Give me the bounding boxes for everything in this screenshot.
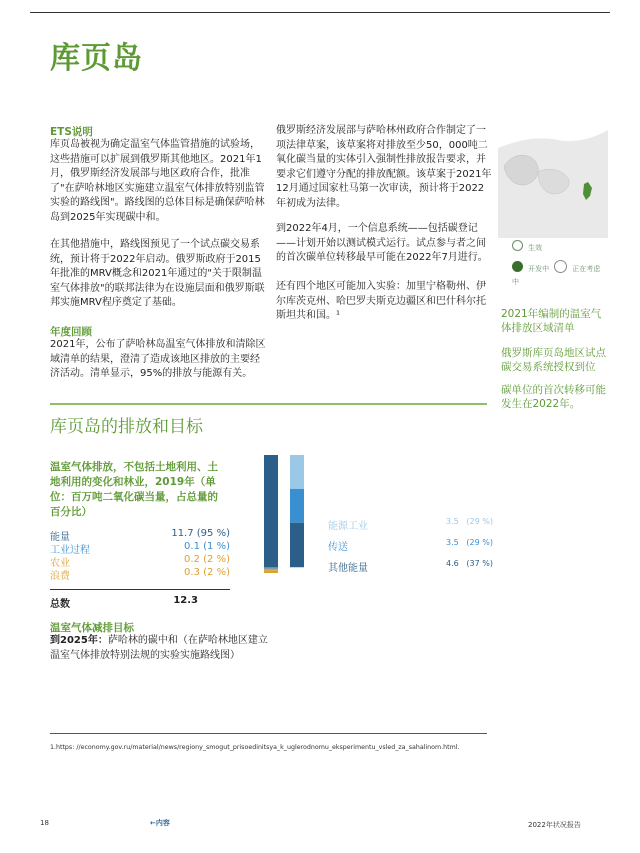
ets-para-1: 库页岛被视为确定温室气体监管措施的试验场，这些措施可以扩展到俄罗斯其他地区。2021年1月，俄罗斯经济发展部与地区政府合作，批准了"在萨哈林地区实施建立温室气体排放特别监管实验的路线图"。路线图的总体目标是确保萨哈林岛到2025年实现碳中和。 <box>50 139 265 223</box>
middle-para-3: 还有四个地区可能加入实验：加里宁格勒州、伊尔库茨克州、哈巴罗夫斯克边疆区和巴什科尔托斯坦共和国。¹ <box>276 281 486 322</box>
table-row <box>50 567 230 581</box>
in-force-icon <box>512 240 523 251</box>
row-value: 0.3 (2 %) <box>184 567 230 578</box>
middle-para-2: 到2022年4月，一个信息系统——包括碳登记——计划开始以测试模式运行。试点参与者之间的首次碳单位转移最早可能在2022年7月进行。 <box>276 223 488 264</box>
row-label: 农业 <box>50 558 70 569</box>
legend-under-development: 开发中 正在考虑 <box>512 256 600 275</box>
total-rule <box>50 589 230 590</box>
year-review-heading: 年度回顾 <box>50 326 92 338</box>
targets-year: 到2025年： <box>50 635 108 646</box>
under-development-icon <box>512 261 523 272</box>
emissions-heading: 温室气体排放，不包括土地利用、土地利用的变化和林业，2019年（单位：百万吨二氧化碳当量，占总量的百分比） <box>50 461 218 518</box>
emissions-bar-segment <box>264 569 278 571</box>
sakhalin-map <box>498 118 608 238</box>
table-row <box>328 517 498 531</box>
table-row <box>50 528 230 542</box>
emissions-bar-segment <box>264 571 278 573</box>
total-label: 总数 <box>50 599 70 610</box>
page-number: 18 <box>40 819 49 827</box>
ets-heading: ETS说明 <box>50 126 93 138</box>
energy-bar-segment <box>290 523 304 568</box>
ets-para-2: 在其他措施中，路线图预见了一个试点碳交易系统，预计将于2022年启动。俄罗斯政府于2015年批准的MRV概念和2021年通过的"关于限制温室气体排放"的联邦法律为在设施层面和俄罗斯联邦实施MRV程序奠定了基础。 <box>50 239 265 309</box>
report-title: 2022年状况报告 <box>528 821 581 829</box>
table-row <box>50 541 230 555</box>
row-label: 浪费 <box>50 571 70 582</box>
row-value: 3.5 (29 %) <box>446 517 493 526</box>
emissions-bar-segment <box>264 455 278 567</box>
section-title: 库页岛的排放和目标 <box>50 417 203 437</box>
energy-bar-segment <box>290 489 304 523</box>
page-title: 库页岛 <box>50 41 143 76</box>
section-rule <box>50 403 487 405</box>
table-row <box>50 554 230 568</box>
row-label: 传送 <box>328 542 348 553</box>
legend-in-force: 生效 <box>512 235 542 254</box>
sidenote-2: 俄罗斯库页岛地区试点碳交易系统授权到位 <box>501 347 606 373</box>
middle-para-1: 俄罗斯经济发展部与萨哈林州政府合作制定了一项法律草案，该草案将对排放至少50，000吨二氧化碳当量的实体引入强制性排放报告要求，并要求它们遵守分配的排放配额。该草案于2021年12月通过国家杜马第一次审读，预计将于2022年初成为法律。 <box>276 125 492 209</box>
contents-link[interactable]: ←内容 <box>150 819 170 827</box>
emissions-table <box>50 528 230 588</box>
row-value: 0.1 (1 %) <box>184 541 230 552</box>
top-rule <box>30 12 610 13</box>
year-review-para: 2021年，公布了萨哈林岛温室气体排放和清除区域清单的结果，澄清了造成该地区排放的主要经济活动。清单显示，95%的排放与能源有关。 <box>50 339 266 380</box>
targets-heading: 温室气体减排目标 <box>50 622 134 634</box>
row-value: 0.2 (2 %) <box>184 554 230 565</box>
table-row <box>328 538 498 552</box>
energy-bar-segment <box>290 455 304 489</box>
row-label: 能量 <box>50 532 70 543</box>
energy-breakdown <box>328 517 498 577</box>
footnote-rule <box>50 733 487 734</box>
emissions-bars <box>260 453 310 573</box>
total-value: 12.3 <box>173 595 198 606</box>
table-row <box>328 559 498 573</box>
legend-extra: 中 <box>512 278 519 286</box>
targets-text <box>50 634 268 663</box>
row-value: 4.6 (37 %) <box>446 559 493 568</box>
sidenote-1: 2021年编制的温室气体排放区域清单 <box>501 308 602 334</box>
row-label: 工业过程 <box>50 545 90 556</box>
under-consideration-icon <box>554 260 567 273</box>
row-label: 其他能量 <box>328 563 368 574</box>
emissions-bar-segment <box>264 567 278 569</box>
footnote: 1.https: //economy.gov.ru/material/news/regiony_smogut_prisoedinitsya_k_uglerodnomu_eksperimentu_vsled_za_sahalinom.html. <box>50 744 460 751</box>
row-value: 3.5 (29 %) <box>446 538 493 547</box>
row-label: 能源工业 <box>328 521 368 532</box>
targets-description: 萨哈林的碳中和（在萨哈林地区建立温室气体排放特别法规的实验实施路线图） <box>50 635 268 661</box>
sidenote-3: 碳单位的首次转移可能发生在2022年。 <box>501 384 606 410</box>
row-value: 11.7 (95 %) <box>171 528 230 539</box>
